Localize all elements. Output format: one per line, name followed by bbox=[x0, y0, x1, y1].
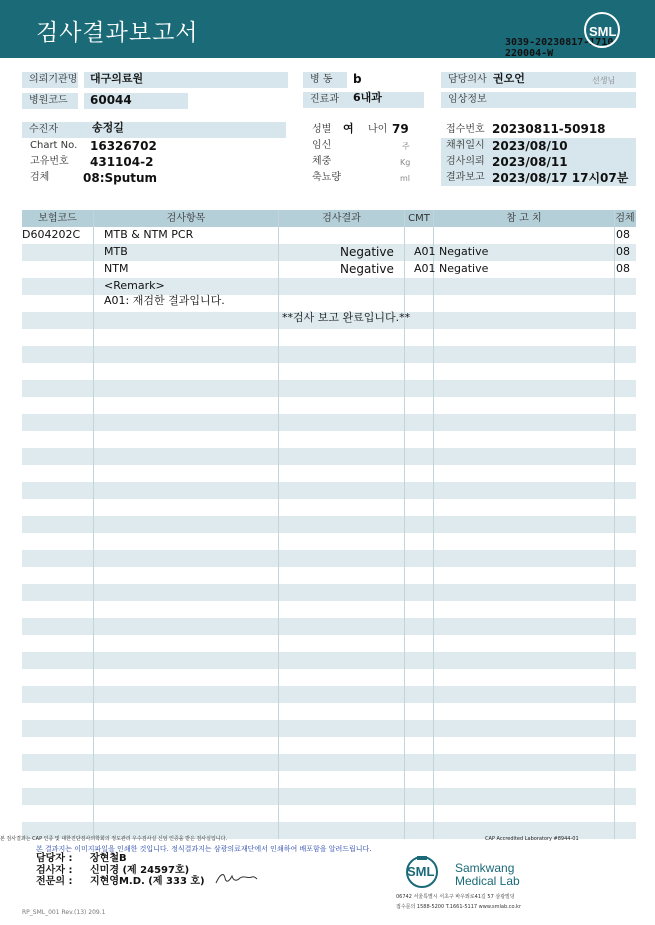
age-label: 나이 bbox=[368, 124, 388, 135]
table-row bbox=[22, 482, 636, 499]
specialist-label: 전문의 : bbox=[36, 876, 73, 887]
request-date-value: 2023/08/11 bbox=[492, 155, 568, 169]
report-title: 검사결과보고서 bbox=[36, 20, 199, 46]
print-notice: 본 결과지는 이미지파일을 인쇄한 것입니다. 정식결과지는 삼광의료재단에서 인쇄하여 배포함을 알려드립니다. bbox=[36, 845, 372, 853]
table-row bbox=[22, 720, 636, 737]
patient-value: 송정길 bbox=[92, 121, 124, 134]
completion-message: **검사 보고 완료입니다.** bbox=[282, 311, 411, 324]
sex-label: 성별 bbox=[312, 124, 332, 135]
weight-label: 체중 bbox=[312, 156, 332, 167]
table-row bbox=[22, 516, 636, 533]
table-row bbox=[22, 380, 636, 397]
row-test-result: Negative bbox=[340, 245, 394, 259]
chart-no-value: 16326702 bbox=[90, 139, 157, 153]
header-reference-value: 참 고 치 bbox=[506, 213, 542, 224]
urine-unit: ml bbox=[400, 174, 411, 183]
column-divider bbox=[404, 210, 405, 839]
header-test-result: 검사결과 bbox=[322, 213, 361, 224]
row-specimen: 08 bbox=[616, 262, 630, 275]
column-divider bbox=[278, 210, 279, 839]
pregnancy-unit: 주 bbox=[402, 142, 410, 151]
header-insurance-code: 보험코드 bbox=[38, 213, 77, 224]
table-header bbox=[22, 210, 636, 227]
report-date-value: 2023/08/17 17시07분 bbox=[492, 171, 629, 185]
table-row bbox=[22, 584, 636, 601]
requester-value: 대구의료원 bbox=[90, 72, 144, 85]
specimen-value: 08:Sputum bbox=[83, 171, 158, 185]
specimen-label: 검체 bbox=[30, 172, 50, 183]
row-test-item: NTM bbox=[104, 262, 129, 275]
results-table bbox=[22, 210, 636, 839]
lab-phone: 접수문의 1588-5200 T.1661-5117 www.smlab.co.kr bbox=[396, 904, 521, 910]
examiner-label: 검사자 : bbox=[36, 865, 73, 876]
table-row bbox=[22, 414, 636, 431]
hospital-code-value: 60044 bbox=[90, 93, 132, 107]
examiner-value: 신미경 (제 24597호) bbox=[90, 865, 190, 876]
row-cmt: A01 bbox=[414, 262, 436, 275]
specialist-value: 지현영M.D. (제 333 호) bbox=[90, 876, 205, 887]
doctor-label: 담당의사 bbox=[441, 72, 487, 88]
row-reference-value: Negative bbox=[439, 245, 489, 258]
sml-logo-text: SML bbox=[407, 864, 435, 879]
table-row bbox=[22, 652, 636, 669]
hospital-code-label: 병원코드 bbox=[22, 93, 78, 109]
remark-text: A01: 재검한 결과입니다. bbox=[104, 294, 225, 307]
header-test-item: 검사항목 bbox=[166, 213, 206, 224]
row-test-item: MTB & NTM PCR bbox=[104, 228, 194, 241]
remark-heading: <Remark> bbox=[104, 279, 165, 292]
sex-value: 여 bbox=[343, 122, 354, 135]
table-row bbox=[22, 686, 636, 703]
request-date-label: 검사의뢰 bbox=[446, 156, 485, 167]
chart-no-label: Chart No. bbox=[30, 140, 78, 151]
row-cmt: A01 bbox=[414, 245, 436, 258]
pregnancy-label: 임신 bbox=[312, 140, 332, 151]
form-code: RP_SML_001 Rev.(13) 209.1 bbox=[22, 909, 106, 916]
ward-value: b bbox=[353, 72, 362, 86]
patient-label: 수진자 bbox=[22, 122, 286, 138]
ward-label: 병 동 bbox=[303, 72, 347, 88]
receipt-no-label: 접수번호 bbox=[446, 124, 485, 135]
receipt-no-value: 20230811-50918 bbox=[492, 122, 606, 136]
report-header bbox=[0, 0, 655, 58]
column-divider bbox=[614, 210, 615, 839]
unique-no-label: 고유번호 bbox=[30, 156, 69, 167]
urine-label: 축뇨량 bbox=[312, 172, 341, 183]
clinical-info-label: 임상정보 bbox=[441, 92, 636, 108]
sml-logo-icon: SML bbox=[584, 12, 620, 48]
doctor-suffix: 선생님 bbox=[592, 76, 616, 85]
doctor-value: 권오언 bbox=[493, 72, 525, 85]
lab-address: 06742 서울특별시 서초구 바우뫼로41길 57 삼광빌딩 bbox=[396, 894, 515, 900]
signature-icon bbox=[214, 870, 258, 886]
header-cmt: CMT bbox=[408, 213, 430, 224]
report-date-label: 결과보고 bbox=[446, 172, 485, 183]
table-row bbox=[22, 754, 636, 771]
unique-no-value: 431104-2 bbox=[90, 155, 154, 169]
row-insurance-code: D604202C bbox=[22, 228, 81, 241]
reporter-value: 장현철B bbox=[90, 853, 127, 864]
table-row bbox=[22, 346, 636, 363]
cap-accreditation: CAP Accredited Laboratory #8944-01 bbox=[485, 836, 579, 842]
department-label: 진료과 bbox=[303, 92, 347, 108]
department-value: 6내과 bbox=[353, 91, 382, 104]
collection-date-value: 2023/08/10 bbox=[492, 139, 568, 153]
table-row bbox=[22, 618, 636, 635]
table-row bbox=[22, 550, 636, 567]
reporter-label: 담당자 : bbox=[36, 853, 73, 864]
age-value: 79 bbox=[392, 122, 409, 136]
row-test-result: Negative bbox=[340, 262, 394, 276]
collection-date-label: 채취일시 bbox=[446, 140, 485, 151]
column-divider bbox=[433, 210, 434, 839]
row-specimen: 08 bbox=[616, 228, 630, 241]
report-reference-number: 3039-20230817-1710 220004-W bbox=[505, 37, 614, 59]
row-test-item: MTB bbox=[104, 245, 128, 258]
column-divider bbox=[93, 210, 94, 839]
brand-name: Samkwang Medical Lab bbox=[455, 861, 520, 888]
row-reference-value: Negative bbox=[439, 262, 489, 275]
table-row bbox=[22, 788, 636, 805]
table-row bbox=[22, 448, 636, 465]
requester-label: 의뢰기관명 bbox=[22, 72, 78, 88]
certification-notice: 본 검사결과는 CAP 인증 및 대한진단검사의학회의 정도관리 우수검사실 신임 인증을 받은 검사실입니다. bbox=[0, 836, 228, 842]
header-specimen: 검체 bbox=[615, 213, 635, 224]
row-specimen: 08 bbox=[616, 245, 630, 258]
weight-unit: Kg bbox=[400, 158, 411, 167]
